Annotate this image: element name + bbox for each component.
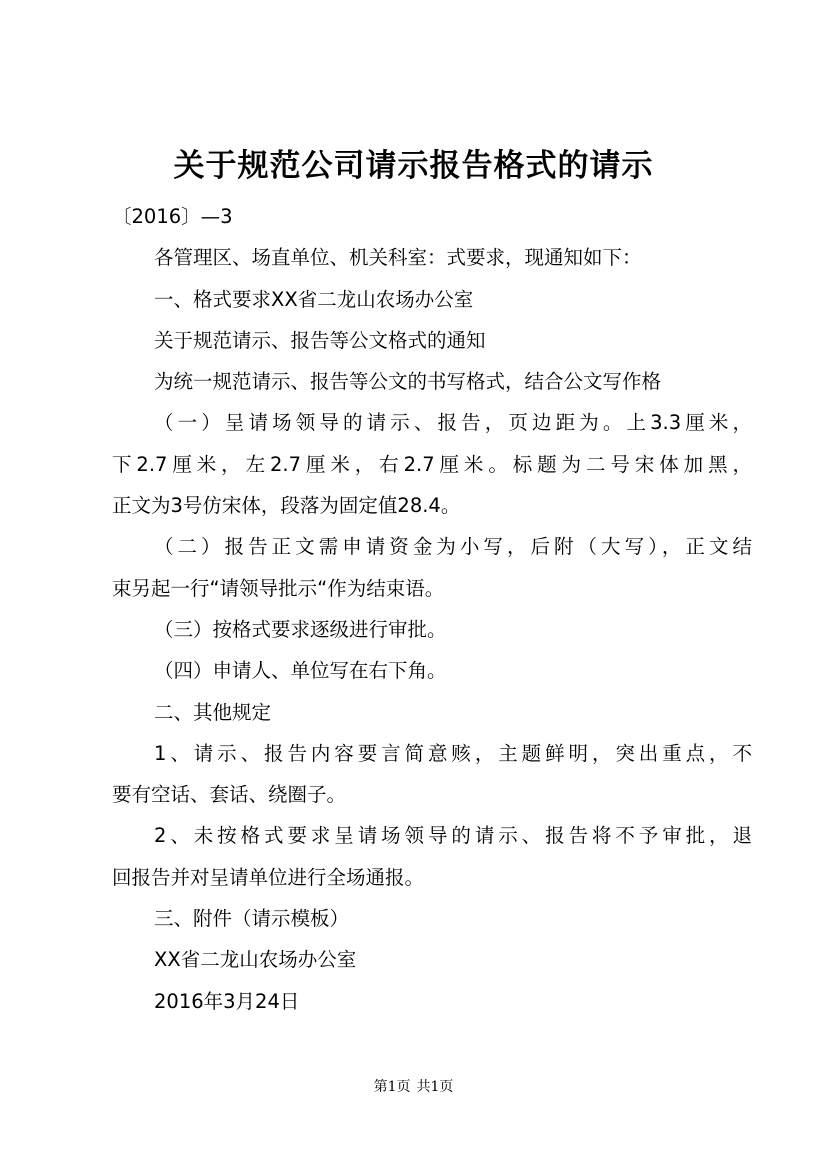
paragraph-line: 回报告并对呈请单位进行全场通报。	[112, 865, 425, 889]
page-number: 第1页	[373, 1079, 411, 1095]
paragraph-line: （二）报告正文需申请资金为小写，后附（大写），正文结	[154, 535, 752, 559]
document-body	[112, 196, 752, 1022]
section-heading-other: 二、其他规定	[154, 700, 272, 724]
paragraph-line: 1、请示、报告内容要言简意赅，主题鲜明，突出重点，不	[154, 741, 752, 765]
section-heading-attachment: 三、附件（请示模板）	[154, 907, 350, 931]
paragraph-line: 束另起一行“请领导批示“作为结束语。	[112, 576, 445, 600]
paragraph-line: 为统一规范请示、报告等公文的书写格式，结合公文写作格	[154, 370, 662, 394]
addressee-line: 各管理区、场直单位、机关科室：式要求，现通知如下：	[154, 246, 642, 270]
notice-title-line: 关于规范请示、报告等公文格式的通知	[154, 328, 486, 352]
signature-office: XX省二龙山农场办公室	[154, 948, 357, 972]
paragraph-line: （四）申请人、单位写在右下角。	[154, 659, 447, 683]
page-total: 共1页	[416, 1079, 454, 1095]
paragraph-line: 要有空话、套话、绕圈子。	[112, 783, 347, 807]
paragraph-line: 正文为3号仿宋体，段落为固定值28.4。	[112, 494, 461, 518]
paragraph-line: 下2.7厘米，左2.7厘米，右2.7厘米。标题为二号宋体加黑，	[112, 452, 752, 476]
paragraph-line: 2、未按格式要求呈请场领导的请示、报告将不予审批，退	[154, 824, 752, 848]
signature-date: 2016年3月24日	[154, 989, 300, 1013]
document-title: 关于规范公司请示报告格式的请示	[173, 148, 654, 184]
page-footer	[0, 1077, 827, 1097]
section-heading-format: 一、格式要求XX省二龙山农场办公室	[154, 287, 474, 311]
document-number: 〔2016〕—3	[112, 205, 233, 228]
paragraph-line: （三）按格式要求逐级进行审批。	[154, 617, 447, 641]
paragraph-line: （一）呈请场领导的请示、报告，页边距为。上3.3厘米，	[154, 411, 752, 435]
